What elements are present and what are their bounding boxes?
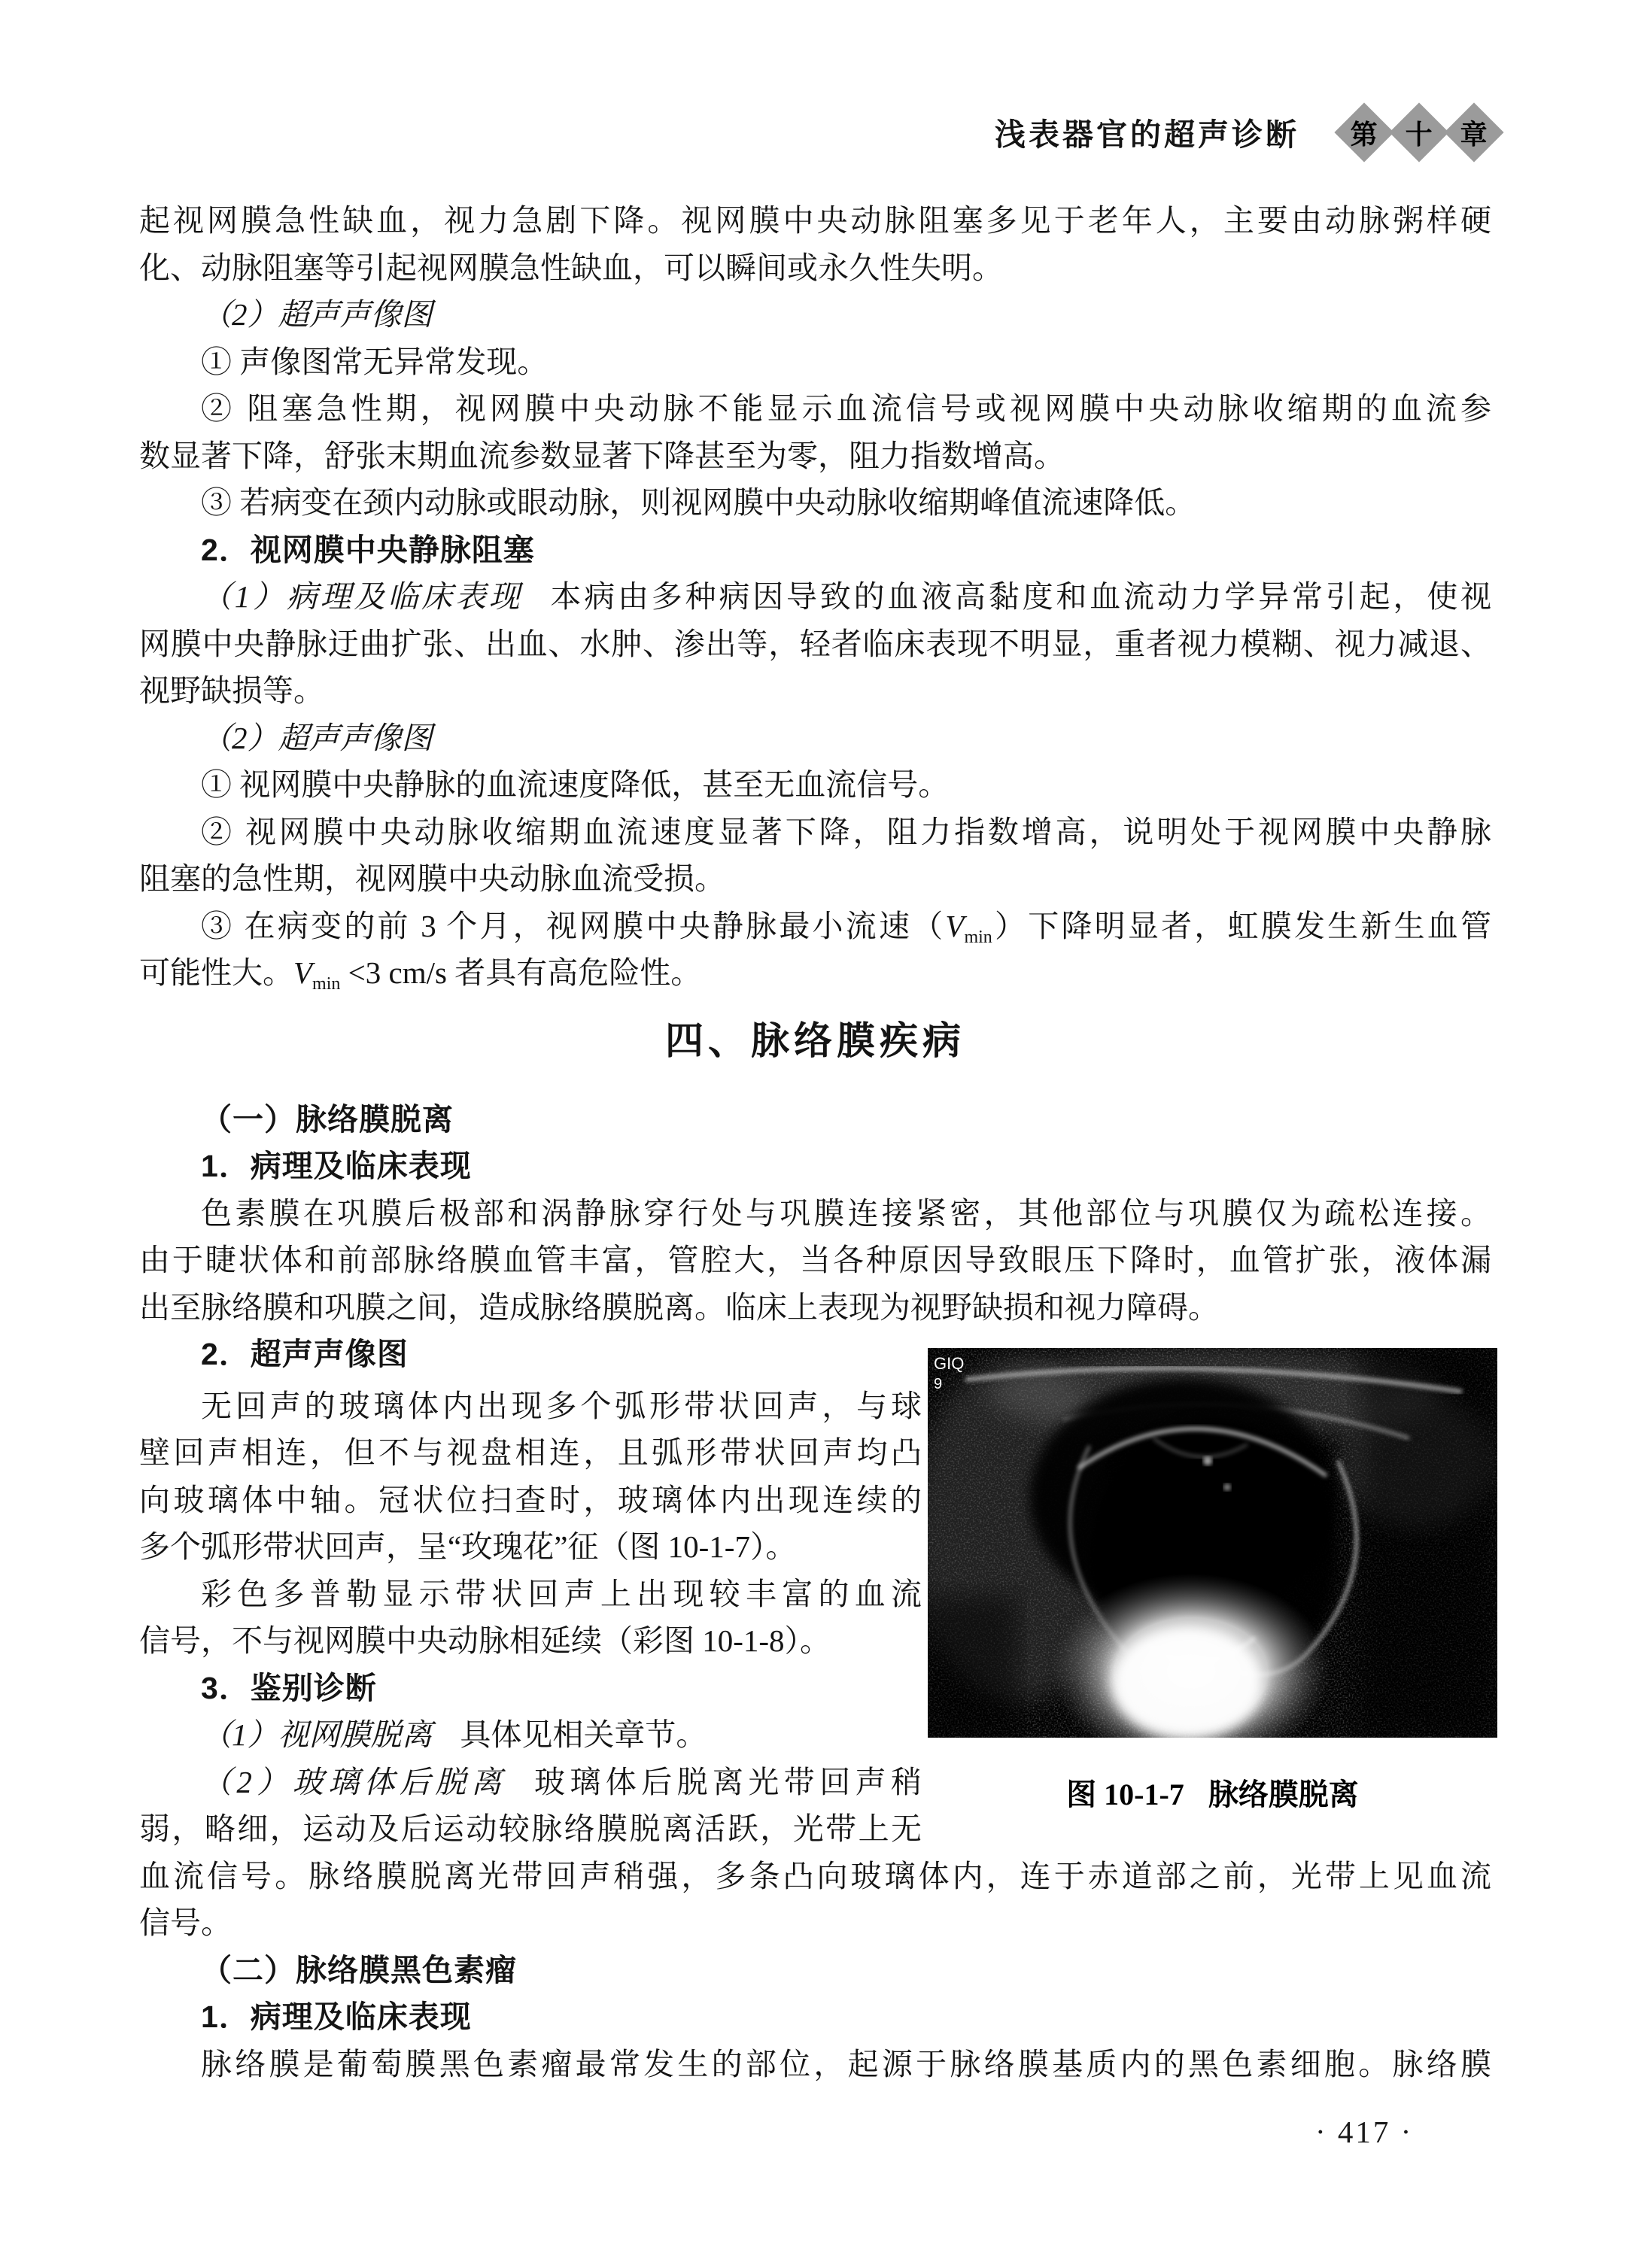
body-line: 脉络膜是葡萄膜黑色素瘤最常发生的部位，起源于脉络膜基质内的黑色素细胞。脉络膜 [201,2046,1491,2081]
body-line: （2）超声声像图 [201,720,433,755]
section-title-choroid-diseases: 四、脉络膜疾病 [664,1020,965,1063]
body-line: 壁回声相连，但不与视盘相连，且弧形带状回声均凸 [139,1435,922,1470]
body-line: ② 视网膜中央动脉收缩期血流速度显著下降，阻力指数增高，说明处于视网膜中央静脉 [201,814,1491,849]
body-line: ① 声像图常无异常发现。 [201,344,549,379]
running-head-title: 浅表器官的超声诊断 [995,117,1299,152]
body-line: 出至脉络膜和巩膜之间，造成脉络膜脱离。临床上表现为视野缺损和视力障碍。 [139,1289,1219,1325]
chapter-diamond-icon [1334,102,1393,162]
body-line: ③ 若病变在颈内动脉或眼动脉，则视网膜中央动脉收缩期峰值流速降低。 [201,485,1196,520]
body-line: 视野缺损等。 [139,673,324,708]
item-label: （1）视网膜脱离 [201,1717,433,1752]
chapter-diamond-icon [1389,102,1448,162]
ultrasound-graphic [928,1348,1497,1738]
column-beside-figure [139,1383,922,1853]
body-line: 阻塞的急性期，视网膜中央动脉血流受损。 [139,861,725,896]
vmin-subscript: min [964,927,992,947]
body-line [139,1759,922,1806]
body-line: 网膜中央静脉迂曲扩张、出血、水肿、渗出等，轻者临床表现不明显，重者视力模糊、视力减退、 [139,626,1491,661]
running-head [995,110,1495,154]
body-line: 向玻璃体中轴。冠状位扫查时，玻璃体内出现连续的 [139,1482,922,1517]
vmin-symbol: V [945,908,965,943]
body-line: 化、动脉阻塞等引起视网膜急性缺血，可以瞬间或永久性失明。 [139,250,1003,285]
body-line: （2）超声声像图 [201,297,433,332]
body-line [139,1711,922,1759]
body-line: 色素膜在巩膜后极部和涡静脉穿行处与巩膜连接紧密，其他部位与巩膜仅为疏松连接。 [201,1195,1491,1231]
vmin-subscript: min [312,974,341,994]
heading-sonogram: 2．超声声像图 [201,1337,409,1371]
figure-caption [928,1771,1497,1814]
block-choroid-detachment [139,1096,1491,1378]
machine-label: GIQ [934,1354,965,1373]
figure-caption-number: 图 10-1-7 [1066,1778,1184,1811]
chapter-char: 第 [1350,118,1378,149]
page-number: · 417 · [1315,2115,1414,2149]
figure-caption-text: 脉络膜脱离 [1208,1778,1359,1811]
block-continuation [139,1853,1491,2088]
body-text: 本病由多种病因导致的血液高黏度和血流动力学异常引起，使视 [550,579,1492,614]
body-line: ② 阻塞急性期，视网膜中央动脉不能显示血流信号或视网膜中央动脉收缩期的血流参 [201,391,1491,426]
body-line: 数显著下降，舒张末期血流参数显著下降甚至为零，阻力指数增高。 [139,438,1065,473]
heading-differential-diagnosis: 3．鉴别诊断 [201,1670,377,1705]
body-line: 无回声的玻璃体内出现多个弧形带状回声，与球 [201,1388,922,1423]
body-line: 起视网膜急性缺血，视力急剧下降。视网膜中央动脉阻塞多见于老年人，主要由动脉粥样硬 [139,203,1491,238]
ultrasound-image [928,1348,1497,1738]
body-text: 可能性大。 [139,955,293,990]
chapter-diamond-icon [1444,102,1503,162]
body-line: 信号。 [139,1905,232,1940]
chapter-char: 十 [1405,118,1433,149]
heading-retinal-vein-occlusion: 2．视网膜中央静脉阻塞 [201,532,535,567]
heading-choroid-melanoma: （二）脉络膜黑色素瘤 [201,1952,517,1987]
body-line: 信号，不与视网膜中央动脉相延续（彩图 10-1-8）。 [139,1623,831,1658]
figure-10-1-7 [928,1348,1497,1814]
machine-label-2: 9 [934,1376,943,1392]
body-line: 由于睫状体和前部脉络膜血管丰富，管腔大，当各种原因导致眼压下降时，血管扩张，液体漏 [139,1243,1491,1277]
body-line: 彩色多普勒显示带状回声上出现较丰富的血流 [201,1576,922,1611]
body-line: 多个弧形带状回声，呈“玫瑰花”征（图 10-1-7）。 [139,1529,797,1564]
item-label: （2）玻璃体后脱离 [201,1764,507,1799]
body-text: ）下降明显者，虹膜发生新生血管 [992,908,1492,943]
body-text: 具体见相关章节。 [460,1717,707,1752]
body-line: ① 视网膜中央静脉的血流速度降低，甚至无血流信号。 [201,767,950,802]
heading-pathology-2: 1．病理及临床表现 [201,1999,472,2034]
heading-pathology: 1．病理及临床表现 [201,1149,472,1183]
body-line [139,949,1491,997]
body-text: 玻璃体后脱离光带回声稍 [534,1764,922,1799]
body-text: <3 cm/s 者具有高危险性。 [340,955,702,990]
body-line: 弱，略细，运动及后运动较脉络膜脱离活跃，光带上无 [139,1811,922,1846]
heading-choroid-detachment: （一）脉络膜脱离 [201,1101,454,1137]
item-label: （1）病理及临床表现 [201,579,523,614]
vmin-symbol: V [293,955,313,990]
body-text: ③ 在病变的前 3 个月，视网膜中央静脉最小流速（ [201,908,946,943]
body-line [139,903,1491,950]
body-line [139,573,1491,621]
chapter-char: 章 [1460,118,1488,149]
chapter-badge [1343,111,1495,153]
body-line: 血流信号。脉络膜脱离光带回声稍强，多条凸向玻璃体内，连于赤道部之前，光带上见血流 [139,1858,1491,1893]
